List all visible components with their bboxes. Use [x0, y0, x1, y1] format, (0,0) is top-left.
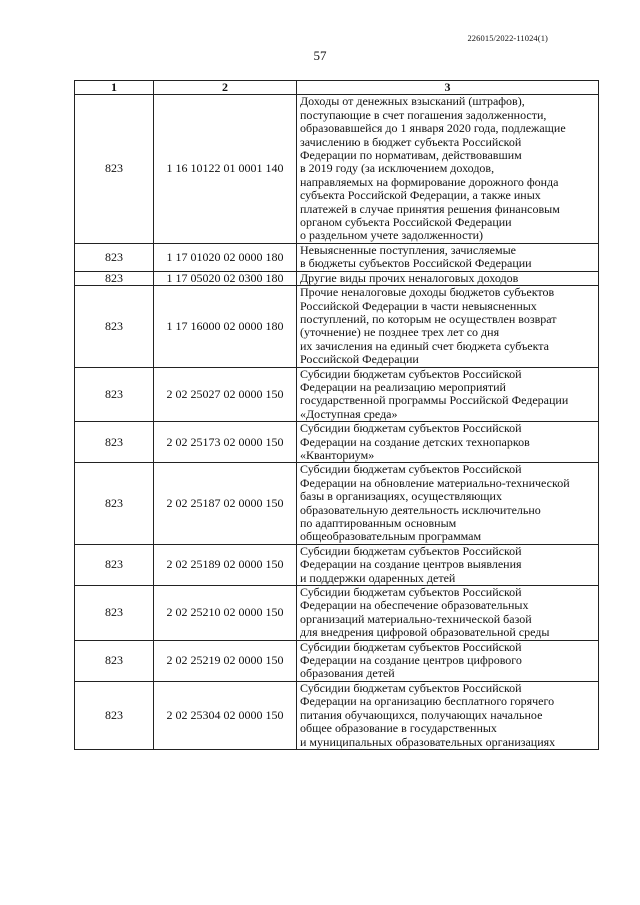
description-line: Федерации на организацию бесплатного горячего	[300, 694, 555, 709]
description-line: о раздельном учете задолженности)	[300, 228, 484, 243]
description-line: Федерации по нормативам, действовавшим	[300, 148, 522, 163]
description-line: Федерации на создание центров выявления	[300, 557, 522, 572]
description-cell	[297, 271, 599, 285]
description-line: Прочие неналоговые доходы бюджетов субъектов	[300, 285, 555, 300]
description-cell	[297, 243, 599, 271]
description-cell	[297, 286, 599, 367]
description-line: «Доступная среда»	[300, 406, 398, 421]
description-line: Субсидии бюджетам субъектов Российской	[300, 462, 522, 477]
description-line: и муниципальных образовательных организациях	[300, 734, 556, 749]
column-header-3: 3	[297, 81, 599, 95]
description-line: и поддержки одаренных детей	[300, 570, 456, 585]
description-line: по адаптированным основным	[300, 516, 457, 530]
admin-code-cell: 823	[75, 271, 154, 285]
description-line: поступающие в счет погашения задолженности,	[300, 107, 547, 122]
table-row	[75, 95, 599, 243]
description-line: государственной программы Российской Федерации	[300, 393, 569, 408]
budget-code-cell: 2 02 25210 02 0000 150	[154, 586, 297, 641]
admin-code-cell: 823	[75, 243, 154, 271]
budget-code-cell: 1 17 16000 02 0000 180	[154, 286, 297, 367]
table-row	[75, 243, 599, 271]
description-line: Невыясненные поступления, зачисляемые	[300, 242, 516, 257]
description-line: общее образование в государственных	[300, 721, 497, 736]
description-cell	[297, 463, 599, 544]
budget-code-cell: 1 16 10122 01 0001 140	[154, 95, 297, 243]
column-header-2: 2	[154, 81, 297, 95]
description-line: органом субъекта Российской Федерации	[300, 215, 512, 230]
description-line: питания обучающихся, получающих начальное	[300, 707, 543, 722]
table-body	[75, 95, 599, 750]
description-line: базы в организациях, осуществляющих	[300, 489, 502, 504]
admin-code-cell: 823	[75, 544, 154, 585]
table-row	[75, 271, 599, 285]
budget-code-cell: 2 02 25173 02 0000 150	[154, 422, 297, 463]
table-row	[75, 544, 599, 585]
description-line: образовательную деятельность исключительно	[300, 502, 541, 517]
table-row	[75, 640, 599, 681]
table-row	[75, 422, 599, 463]
description-line: Другие виды прочих неналоговых доходов	[300, 270, 519, 285]
description-line: (уточнение) не позднее трех лет со дня	[300, 325, 500, 340]
budget-code-cell: 2 02 25027 02 0000 150	[154, 367, 297, 422]
budget-code-cell: 2 02 25219 02 0000 150	[154, 640, 297, 681]
description-line: субъекта Российской Федерации, а также иных	[300, 188, 541, 203]
description-cell	[297, 544, 599, 585]
description-line: «Кванториум»	[300, 447, 375, 462]
description-line: организаций материально-технической базой	[300, 611, 532, 626]
description-line: Российской Федерации	[300, 352, 419, 367]
revenue-table	[74, 80, 599, 750]
description-line: Федерации на создание детских технопарков	[300, 434, 530, 449]
table-row	[75, 286, 599, 367]
admin-code-cell: 823	[75, 95, 154, 243]
description-line: Федерации на создание центров цифрового	[300, 653, 522, 668]
description-line: Российской Федерации в части невыясненных	[300, 298, 537, 313]
description-line: в 2019 году (за исключением доходов,	[300, 161, 495, 176]
description-cell	[297, 640, 599, 681]
page-number: 57	[313, 48, 327, 63]
admin-code-cell: 823	[75, 640, 154, 681]
admin-code-cell: 823	[75, 422, 154, 463]
description-line: образования детей	[300, 666, 395, 681]
description-line: зачислению в бюджет субъекта Российской	[300, 134, 522, 149]
table-row	[75, 681, 599, 749]
description-line: Субсидии бюджетам субъектов Российской	[300, 639, 522, 654]
admin-code-cell: 823	[75, 586, 154, 641]
description-line: Субсидии бюджетам субъектов Российской	[300, 585, 522, 600]
description-cell	[297, 422, 599, 463]
description-line: образовавшейся до 1 января 2020 года, подлежащие	[300, 121, 566, 136]
description-line: Федерации на обновление материально-технической	[300, 475, 570, 490]
description-line: общеобразовательным программам	[300, 529, 482, 544]
description-line: Субсидии бюджетам субъектов Российской	[300, 680, 522, 695]
description-cell	[297, 367, 599, 422]
description-line: Федерации на обеспечение образовательных	[300, 598, 529, 613]
admin-code-cell: 823	[75, 286, 154, 367]
admin-code-cell: 823	[75, 367, 154, 422]
table-row	[75, 367, 599, 422]
budget-code-cell: 2 02 25189 02 0000 150	[154, 544, 297, 585]
admin-code-cell: 823	[75, 681, 154, 749]
description-line: платежей в случае принятия решения финансовым	[300, 201, 560, 216]
budget-code-cell: 1 17 05020 02 0300 180	[154, 271, 297, 285]
budget-code-cell: 1 17 01020 02 0000 180	[154, 243, 297, 271]
document-id: 226015/2022-11024(1)	[467, 33, 548, 43]
budget-code-cell: 2 02 25304 02 0000 150	[154, 681, 297, 749]
description-line: поступлений, по которым не осуществлен возврат	[300, 311, 557, 326]
description-line: направляемых на формирование дорожного фонда	[300, 174, 559, 189]
description-cell	[297, 95, 599, 243]
description-cell	[297, 586, 599, 641]
admin-code-cell: 823	[75, 463, 154, 544]
description-line: Федерации на реализацию мероприятий	[300, 379, 506, 394]
description-line: Доходы от денежных взысканий (штрафов),	[300, 94, 525, 109]
budget-code-cell: 2 02 25187 02 0000 150	[154, 463, 297, 544]
column-header-1: 1	[75, 81, 154, 95]
description-line: в бюджеты субъектов Российской Федерации	[300, 256, 532, 271]
description-line: их зачисления на единый счет бюджета субъекта	[300, 338, 549, 353]
description-line: Субсидии бюджетам субъектов Российской	[300, 421, 522, 436]
description-line: для внедрения цифровой образовательной среды	[300, 625, 550, 640]
description-cell	[297, 681, 599, 749]
description-line: Субсидии бюджетам субъектов Российской	[300, 366, 522, 381]
table-header-row	[75, 81, 599, 95]
description-line: Субсидии бюджетам субъектов Российской	[300, 543, 522, 558]
table-row	[75, 463, 599, 544]
table-row	[75, 586, 599, 641]
